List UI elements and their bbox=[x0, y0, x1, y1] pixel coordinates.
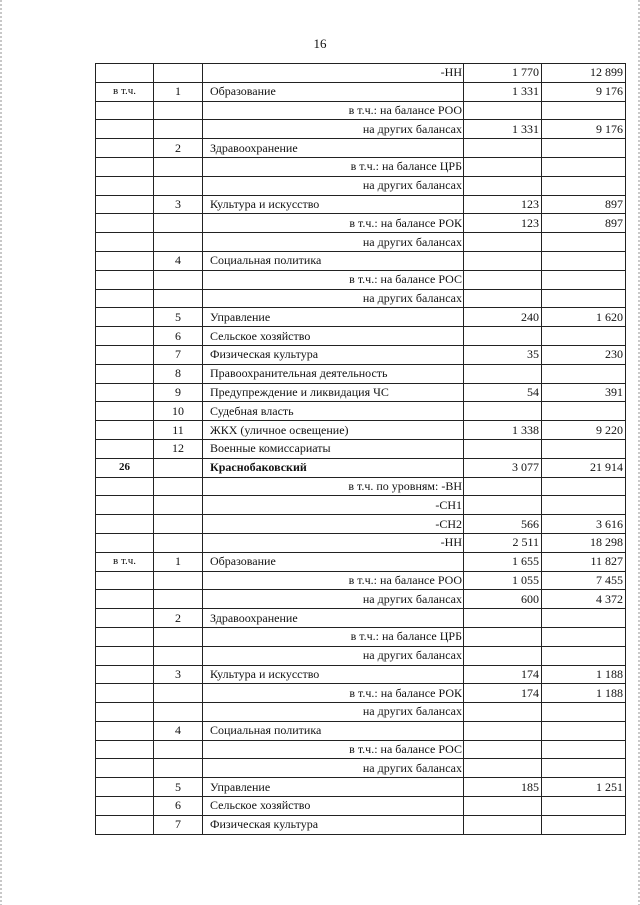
value-1-cell: 2 511 bbox=[464, 533, 542, 552]
item-name-cell: Управление bbox=[203, 778, 464, 797]
value-1-cell bbox=[464, 402, 542, 421]
item-name-cell: Военные комиссариаты bbox=[203, 439, 464, 458]
value-2-cell bbox=[542, 815, 626, 834]
item-name-cell: в т.ч.: на балансе РОО bbox=[203, 101, 464, 120]
item-number-cell: 1 bbox=[154, 82, 203, 101]
item-name-cell: Здравоохранение bbox=[203, 609, 464, 628]
table-row bbox=[96, 778, 626, 797]
value-2-cell bbox=[542, 251, 626, 270]
group-cell bbox=[96, 402, 154, 421]
item-name-cell: в т.ч.: на балансе РОС bbox=[203, 270, 464, 289]
table-row bbox=[96, 552, 626, 571]
group-cell bbox=[96, 590, 154, 609]
group-cell bbox=[96, 759, 154, 778]
item-name-cell: Сельское хозяйство bbox=[203, 797, 464, 816]
item-number-cell bbox=[154, 740, 203, 759]
group-cell bbox=[96, 778, 154, 797]
item-number-cell bbox=[154, 646, 203, 665]
item-name-cell: в т.ч.: на балансе РОК bbox=[203, 684, 464, 703]
value-1-cell bbox=[464, 496, 542, 515]
item-number-cell bbox=[154, 289, 203, 308]
item-number-cell: 7 bbox=[154, 345, 203, 364]
value-1-cell: 1 655 bbox=[464, 552, 542, 571]
value-2-cell bbox=[542, 477, 626, 496]
group-cell bbox=[96, 571, 154, 590]
item-number-cell: 10 bbox=[154, 402, 203, 421]
table-row bbox=[96, 270, 626, 289]
group-cell bbox=[96, 101, 154, 120]
item-name-cell: на других балансах bbox=[203, 703, 464, 722]
value-2-cell: 897 bbox=[542, 214, 626, 233]
item-number-cell: 4 bbox=[154, 721, 203, 740]
item-number-cell: 3 bbox=[154, 195, 203, 214]
item-number-cell bbox=[154, 684, 203, 703]
group-cell bbox=[96, 383, 154, 402]
group-cell bbox=[96, 157, 154, 176]
table-row bbox=[96, 815, 626, 834]
item-number-cell bbox=[154, 759, 203, 778]
table-row bbox=[96, 571, 626, 590]
group-cell bbox=[96, 684, 154, 703]
table-row bbox=[96, 665, 626, 684]
item-name-cell: ЖКХ (уличное освещение) bbox=[203, 421, 464, 440]
group-cell bbox=[96, 533, 154, 552]
value-2-cell bbox=[542, 797, 626, 816]
value-1-cell: 566 bbox=[464, 515, 542, 534]
group-cell bbox=[96, 665, 154, 684]
item-number-cell bbox=[154, 627, 203, 646]
item-name-cell: в т.ч. по уровням: -ВН bbox=[203, 477, 464, 496]
table-row bbox=[96, 627, 626, 646]
item-number-cell: 6 bbox=[154, 797, 203, 816]
item-number-cell bbox=[154, 496, 203, 515]
value-2-cell bbox=[542, 496, 626, 515]
table-row bbox=[96, 533, 626, 552]
value-2-cell: 1 188 bbox=[542, 684, 626, 703]
value-1-cell bbox=[464, 797, 542, 816]
value-2-cell: 1 251 bbox=[542, 778, 626, 797]
item-number-cell bbox=[154, 515, 203, 534]
item-name-cell: Правоохранительная деятельность bbox=[203, 364, 464, 383]
item-number-cell bbox=[154, 120, 203, 139]
group-cell bbox=[96, 421, 154, 440]
group-cell bbox=[96, 740, 154, 759]
item-number-cell: 5 bbox=[154, 778, 203, 797]
value-1-cell bbox=[464, 740, 542, 759]
table-row bbox=[96, 251, 626, 270]
group-cell bbox=[96, 797, 154, 816]
group-cell: в т.ч. bbox=[96, 552, 154, 571]
value-2-cell bbox=[542, 740, 626, 759]
group-cell bbox=[96, 327, 154, 346]
value-1-cell bbox=[464, 759, 542, 778]
group-cell bbox=[96, 176, 154, 195]
value-1-cell bbox=[464, 176, 542, 195]
table-row bbox=[96, 214, 626, 233]
item-number-cell bbox=[154, 458, 203, 477]
value-1-cell: 1 331 bbox=[464, 82, 542, 101]
table-row bbox=[96, 458, 626, 477]
group-cell bbox=[96, 439, 154, 458]
table-row bbox=[96, 364, 626, 383]
item-number-cell: 5 bbox=[154, 308, 203, 327]
table-row bbox=[96, 703, 626, 722]
value-2-cell: 9 176 bbox=[542, 120, 626, 139]
value-1-cell bbox=[464, 815, 542, 834]
table-row bbox=[96, 233, 626, 252]
value-2-cell: 230 bbox=[542, 345, 626, 364]
item-number-cell bbox=[154, 533, 203, 552]
item-name-cell: Физическая культура bbox=[203, 345, 464, 364]
item-number-cell bbox=[154, 176, 203, 195]
value-2-cell bbox=[542, 101, 626, 120]
scan-edge-left bbox=[0, 0, 2, 905]
group-cell bbox=[96, 270, 154, 289]
value-1-cell bbox=[464, 477, 542, 496]
value-2-cell bbox=[542, 759, 626, 778]
value-1-cell bbox=[464, 646, 542, 665]
value-1-cell: 1 338 bbox=[464, 421, 542, 440]
table-row bbox=[96, 590, 626, 609]
value-2-cell: 11 827 bbox=[542, 552, 626, 571]
value-1-cell bbox=[464, 364, 542, 383]
item-name-cell: на других балансах bbox=[203, 233, 464, 252]
item-number-cell bbox=[154, 233, 203, 252]
value-2-cell: 9 176 bbox=[542, 82, 626, 101]
item-name-cell: Культура и искусство bbox=[203, 195, 464, 214]
group-cell bbox=[96, 721, 154, 740]
item-number-cell: 9 bbox=[154, 383, 203, 402]
table-row bbox=[96, 139, 626, 158]
item-number-cell bbox=[154, 101, 203, 120]
group-cell bbox=[96, 364, 154, 383]
value-1-cell: 3 077 bbox=[464, 458, 542, 477]
item-number-cell: 12 bbox=[154, 439, 203, 458]
value-2-cell: 3 616 bbox=[542, 515, 626, 534]
item-number-cell: 8 bbox=[154, 364, 203, 383]
value-2-cell bbox=[542, 646, 626, 665]
table-row bbox=[96, 120, 626, 139]
value-2-cell bbox=[542, 627, 626, 646]
item-number-cell bbox=[154, 703, 203, 722]
table-row bbox=[96, 176, 626, 195]
group-cell: в т.ч. bbox=[96, 82, 154, 101]
group-cell bbox=[96, 251, 154, 270]
item-name-cell: в т.ч.: на балансе ЦРБ bbox=[203, 157, 464, 176]
table-row bbox=[96, 345, 626, 364]
item-name-cell: Физическая культура bbox=[203, 815, 464, 834]
item-number-cell: 3 bbox=[154, 665, 203, 684]
item-number-cell: 2 bbox=[154, 139, 203, 158]
group-cell bbox=[96, 515, 154, 534]
value-1-cell bbox=[464, 627, 542, 646]
value-1-cell: 35 bbox=[464, 345, 542, 364]
value-2-cell: 21 914 bbox=[542, 458, 626, 477]
value-2-cell bbox=[542, 139, 626, 158]
table-row bbox=[96, 797, 626, 816]
table-row bbox=[96, 477, 626, 496]
group-cell bbox=[96, 703, 154, 722]
item-name-cell: на других балансах bbox=[203, 646, 464, 665]
value-2-cell bbox=[542, 289, 626, 308]
table-row bbox=[96, 515, 626, 534]
value-1-cell bbox=[464, 251, 542, 270]
item-name-cell: на других балансах bbox=[203, 759, 464, 778]
value-1-cell: 1 770 bbox=[464, 64, 542, 83]
item-name-cell: Здравоохранение bbox=[203, 139, 464, 158]
value-2-cell: 12 899 bbox=[542, 64, 626, 83]
value-1-cell: 123 bbox=[464, 214, 542, 233]
item-number-cell bbox=[154, 590, 203, 609]
item-name-cell: Социальная политика bbox=[203, 721, 464, 740]
table-row bbox=[96, 195, 626, 214]
value-1-cell bbox=[464, 289, 542, 308]
item-name-cell: -СН1 bbox=[203, 496, 464, 515]
value-1-cell: 54 bbox=[464, 383, 542, 402]
value-1-cell bbox=[464, 270, 542, 289]
value-2-cell bbox=[542, 609, 626, 628]
value-2-cell: 391 bbox=[542, 383, 626, 402]
group-cell bbox=[96, 139, 154, 158]
budget-table-body bbox=[96, 64, 626, 835]
group-cell bbox=[96, 627, 154, 646]
value-2-cell: 9 220 bbox=[542, 421, 626, 440]
table-row bbox=[96, 646, 626, 665]
value-2-cell: 18 298 bbox=[542, 533, 626, 552]
table-row bbox=[96, 609, 626, 628]
item-name-cell: -НН bbox=[203, 64, 464, 83]
budget-table bbox=[95, 63, 626, 835]
item-name-cell: Социальная политика bbox=[203, 251, 464, 270]
item-number-cell: 4 bbox=[154, 251, 203, 270]
value-2-cell bbox=[542, 327, 626, 346]
table-row bbox=[96, 383, 626, 402]
value-2-cell bbox=[542, 439, 626, 458]
table-row bbox=[96, 402, 626, 421]
item-number-cell: 1 bbox=[154, 552, 203, 571]
item-number-cell bbox=[154, 64, 203, 83]
group-cell bbox=[96, 289, 154, 308]
value-1-cell: 1 055 bbox=[464, 571, 542, 590]
item-name-cell: на других балансах bbox=[203, 590, 464, 609]
value-2-cell bbox=[542, 157, 626, 176]
item-number-cell: 2 bbox=[154, 609, 203, 628]
item-name-cell: Судебная власть bbox=[203, 402, 464, 421]
table-row bbox=[96, 101, 626, 120]
item-number-cell bbox=[154, 477, 203, 496]
table-row bbox=[96, 684, 626, 703]
item-name-cell: Предупреждение и ликвидация ЧС bbox=[203, 383, 464, 402]
table-row bbox=[96, 157, 626, 176]
value-2-cell bbox=[542, 270, 626, 289]
item-name-cell: Сельское хозяйство bbox=[203, 327, 464, 346]
group-cell bbox=[96, 308, 154, 327]
value-2-cell bbox=[542, 176, 626, 195]
item-name-cell: Культура и искусство bbox=[203, 665, 464, 684]
item-number-cell bbox=[154, 214, 203, 233]
value-2-cell: 1 620 bbox=[542, 308, 626, 327]
group-cell bbox=[96, 345, 154, 364]
value-1-cell bbox=[464, 233, 542, 252]
value-2-cell bbox=[542, 233, 626, 252]
group-cell bbox=[96, 477, 154, 496]
item-number-cell bbox=[154, 157, 203, 176]
item-name-cell: в т.ч.: на балансе РОО bbox=[203, 571, 464, 590]
table-row bbox=[96, 421, 626, 440]
group-cell bbox=[96, 496, 154, 515]
value-1-cell bbox=[464, 439, 542, 458]
item-name-cell: в т.ч.: на балансе ЦРБ bbox=[203, 627, 464, 646]
group-cell bbox=[96, 120, 154, 139]
table-row bbox=[96, 439, 626, 458]
item-name-cell: в т.ч.: на балансе РОС bbox=[203, 740, 464, 759]
item-name-cell: на других балансах bbox=[203, 120, 464, 139]
table-row bbox=[96, 721, 626, 740]
item-name-cell: -СН2 bbox=[203, 515, 464, 534]
value-1-cell bbox=[464, 157, 542, 176]
item-name-cell: на других балансах bbox=[203, 176, 464, 195]
value-1-cell bbox=[464, 101, 542, 120]
group-cell bbox=[96, 815, 154, 834]
value-1-cell bbox=[464, 721, 542, 740]
group-cell: 26 bbox=[96, 458, 154, 477]
value-1-cell: 600 bbox=[464, 590, 542, 609]
item-name-cell: на других балансах bbox=[203, 289, 464, 308]
item-number-cell bbox=[154, 270, 203, 289]
group-cell bbox=[96, 195, 154, 214]
item-name-cell: Краснобаковский bbox=[203, 458, 464, 477]
group-cell bbox=[96, 214, 154, 233]
value-1-cell: 1 331 bbox=[464, 120, 542, 139]
value-1-cell: 174 bbox=[464, 684, 542, 703]
value-2-cell bbox=[542, 721, 626, 740]
item-name-cell: Образование bbox=[203, 82, 464, 101]
value-2-cell bbox=[542, 402, 626, 421]
table-row bbox=[96, 740, 626, 759]
value-1-cell bbox=[464, 327, 542, 346]
value-2-cell: 4 372 bbox=[542, 590, 626, 609]
table-row bbox=[96, 82, 626, 101]
value-2-cell bbox=[542, 703, 626, 722]
item-name-cell: Управление bbox=[203, 308, 464, 327]
group-cell bbox=[96, 233, 154, 252]
value-1-cell bbox=[464, 703, 542, 722]
group-cell bbox=[96, 64, 154, 83]
group-cell bbox=[96, 609, 154, 628]
value-1-cell: 123 bbox=[464, 195, 542, 214]
value-1-cell: 185 bbox=[464, 778, 542, 797]
table-row bbox=[96, 308, 626, 327]
item-name-cell: -НН bbox=[203, 533, 464, 552]
page-number: 16 bbox=[313, 36, 327, 51]
value-1-cell bbox=[464, 609, 542, 628]
table-row bbox=[96, 64, 626, 83]
value-2-cell: 7 455 bbox=[542, 571, 626, 590]
item-number-cell: 7 bbox=[154, 815, 203, 834]
value-2-cell bbox=[542, 364, 626, 383]
value-2-cell: 1 188 bbox=[542, 665, 626, 684]
item-number-cell: 6 bbox=[154, 327, 203, 346]
item-number-cell: 11 bbox=[154, 421, 203, 440]
value-1-cell bbox=[464, 139, 542, 158]
table-row bbox=[96, 759, 626, 778]
item-name-cell: Образование bbox=[203, 552, 464, 571]
group-cell bbox=[96, 646, 154, 665]
table-row bbox=[96, 289, 626, 308]
item-number-cell bbox=[154, 571, 203, 590]
value-1-cell: 174 bbox=[464, 665, 542, 684]
value-1-cell: 240 bbox=[464, 308, 542, 327]
value-2-cell: 897 bbox=[542, 195, 626, 214]
table-row bbox=[96, 496, 626, 515]
item-name-cell: в т.ч.: на балансе РОК bbox=[203, 214, 464, 233]
table-row bbox=[96, 327, 626, 346]
